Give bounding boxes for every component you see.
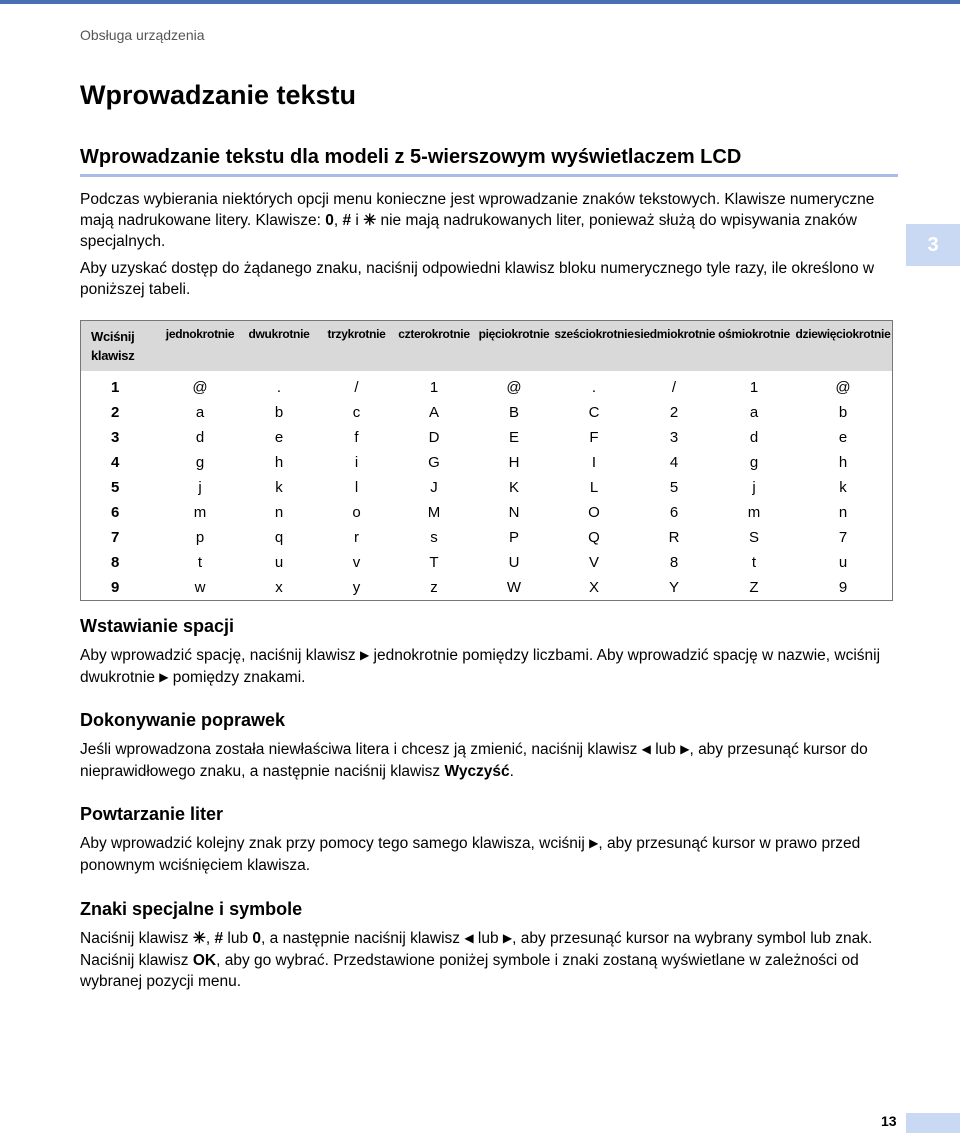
key-cell: 6 [111,504,120,521]
character-cell: d [195,429,205,446]
character-cell: o [352,504,361,521]
character-cell: S [748,529,759,546]
table-row [81,575,893,601]
text-run: Naciśnij klawisz [80,930,193,947]
character-cell: 2 [669,404,679,421]
intro-paragraph-2: Aby uzyskać dostęp do żądanego znaku, naciśnij odpowiedni klawisz bloku numerycznego tyle razy, ile określono w poniższej tabeli. [80,260,875,298]
character-cell: T [429,554,439,571]
left-arrow-icon: ◀ [641,742,651,756]
character-cell: u [274,554,284,571]
heading-corrections: Dokonywanie poprawek [80,710,286,730]
character-cell: @ [192,379,208,396]
intro-paragraph-1 [80,189,900,252]
character-cell: s [430,529,438,546]
character-cell: v [352,554,361,571]
column-header-presses: dwukrotnie [248,327,310,341]
right-arrow-icon: ▶ [502,931,513,945]
spaces-paragraph [80,645,900,689]
character-cell: L [589,479,599,496]
character-cell: D [428,429,440,446]
key-star-icon: ✳ [192,930,206,947]
column-header-presses: trzykrotnie [327,327,386,341]
key-hash: # [214,930,224,947]
column-header-presses: dziewięciokrotnie [795,327,891,341]
character-cell: Z [749,579,759,596]
character-cell: m [747,504,761,521]
character-cell: n [274,504,284,521]
right-arrow-icon: ▶ [589,836,599,850]
character-cell: 3 [669,429,679,446]
character-cell: h [274,454,284,471]
character-cell: l [354,479,359,496]
chapter-tab: 3 [906,224,960,266]
text-run: , aby przesunąć kursor na wybrany symbol lub znak. Naciśnij klawisz [80,930,873,969]
text-run: lub [473,930,503,947]
character-cell: u [838,554,848,571]
character-cell: j [752,479,756,496]
right-arrow-icon: ▶ [159,670,169,684]
text-run: lub [223,930,253,947]
key-cell: 1 [111,379,120,396]
column-header-presses: sześciokrotnie [554,327,634,341]
character-cell: j [198,479,202,496]
text-run: , aby przesunąć kursor w prawo przed ponownym wciśnięciem klawisza. [80,835,861,874]
character-cell: P [508,529,519,546]
character-cell: z [430,579,438,596]
character-cell: H [508,454,520,471]
column-header-presses: pięciokrotnie [478,327,550,341]
character-cell: c [352,404,361,421]
character-cell: K [508,479,519,496]
clear-key-label: Wyczyść [444,763,510,780]
table-row [81,400,893,425]
key-cell: 2 [111,404,120,421]
character-cell: . [276,379,282,396]
character-cell: d [749,429,759,446]
text-run: Aby wprowadzić kolejny znak przy pomocy tego samego klawisza, wciśnij [80,835,590,852]
key-cell: 7 [111,529,120,546]
table-body [81,371,893,601]
section-title: Wprowadzanie tekstu dla modeli z 5-wierszowym wyświetlaczem LCD [80,146,742,168]
character-cell: a [749,404,759,421]
corrections-paragraph [80,739,900,782]
top-rule [0,0,960,4]
character-cell: M [427,504,441,521]
text-run: Aby wprowadzić spację, naciśnij klawisz [80,647,360,664]
column-header-presses: czterokrotnie [398,327,470,341]
text-run: , aby go wybrać. Przedstawione poniżej symbole i znaki zostaną wyświetlane w zależności od wybranej pozycji menu. [80,952,859,990]
character-cell: E [508,429,519,446]
section-rule [80,174,898,177]
table-row [81,425,893,450]
key-cell: 4 [111,454,120,471]
character-cell: @ [506,379,522,396]
character-cell: R [668,529,680,546]
character-cell: G [428,454,440,471]
table-row [81,500,893,525]
character-cell: X [588,579,599,596]
key-cell: 8 [111,554,120,571]
text-run: , aby przesunąć kursor do nieprawidłowego znaku, a następnie naciśnij klawisz [80,741,868,780]
character-cell: e [274,429,284,446]
character-cell: g [195,454,205,471]
left-arrow-icon: ◀ [464,931,474,945]
character-cell: Q [588,529,600,546]
character-cell: 6 [669,504,679,521]
character-cell: f [354,429,359,446]
right-arrow-icon: ▶ [680,742,690,756]
table-row [81,550,893,575]
character-cell: N [508,504,520,521]
character-cell: C [588,404,600,421]
text-run: , a następnie naciśnij klawisz [261,930,465,947]
table-row [81,450,893,475]
character-cell: b [274,404,284,421]
heading-inserting-spaces: Wstawianie spacji [80,616,235,636]
text-run: nie mają nadrukowanych liter, ponieważ służą do wpisywania znaków specjalnych. [80,212,857,250]
character-cell: . [591,379,597,396]
right-arrow-icon: ▶ [359,648,370,662]
key-character-table [80,320,893,601]
character-cell: 7 [838,529,848,546]
character-cell: I [591,454,597,471]
character-cell: r [354,529,359,546]
character-cell: / [354,379,359,396]
character-cell: 1 [429,379,439,396]
table-row [81,525,893,550]
ok-key-label: OK [192,952,217,969]
character-cell: Y [668,579,679,596]
text-run: jednokrotnie pomiędzy liczbami. Aby wprowadzić spację w nazwie, wciśnij dwukrotnie [80,647,881,686]
page-tab [906,1113,960,1133]
character-cell: k [275,479,283,496]
heading-repeating-letters: Powtarzanie liter [80,804,224,824]
character-cell: / [671,379,677,396]
character-cell: e [838,429,848,446]
repeat-paragraph [80,833,900,876]
character-cell: A [428,404,439,421]
key-cell: 9 [111,579,120,596]
key-cell: 3 [111,429,120,446]
character-cell: k [839,479,847,496]
character-cell: 5 [669,479,679,496]
character-cell: U [508,554,520,571]
character-cell: W [506,579,522,596]
column-header-key: Wciśnij klawisz [91,329,135,363]
key-0: 0 [325,212,334,229]
character-cell: 4 [669,454,679,471]
text-run: , [205,930,215,947]
special-paragraph [80,928,900,992]
heading-special-characters: Znaki specjalne i symbole [80,899,303,919]
page-number: 13 [881,1113,897,1129]
character-cell: x [275,579,283,596]
running-header: Obsługa urządzenia [80,27,205,43]
table-row [81,371,893,400]
page-title: Wprowadzanie tekstu [80,80,357,110]
text-run: lub [650,741,681,758]
column-header-presses: ośmiokrotnie [718,327,790,341]
table-row [81,475,893,500]
character-cell: p [195,529,205,546]
text-run: , [333,212,343,229]
character-cell: 9 [838,579,848,596]
character-cell: m [193,504,207,521]
character-cell: g [749,454,759,471]
character-cell: t [197,554,203,571]
character-cell: @ [835,379,851,396]
text-run: pomiędzy znakami. [168,669,306,686]
character-cell: i [354,454,359,471]
text-run: Jeśli wprowadzona została niewłaściwa litera i chcesz ją zmienić, naciśnij klawisz [80,741,642,758]
character-cell: q [274,529,284,546]
key-hash: # [342,212,352,229]
character-cell: 1 [749,379,759,396]
column-header-presses: jednokrotnie [165,327,235,341]
text-run: i [351,212,364,229]
character-cell: a [195,404,205,421]
character-cell: F [589,429,599,446]
key-0: 0 [252,930,262,947]
key-star-icon: ✳ [363,212,377,229]
text-run: . [509,763,514,780]
character-cell: w [194,579,206,596]
character-cell: y [352,579,361,596]
text-run: Podczas wybierania niektórych opcji menu konieczne jest wprowadzanie znaków tekstowych. Klawisze numeryczne mają nadrukowane litery. Klawisze: [80,191,875,229]
key-cell: 5 [111,479,120,496]
character-cell: t [751,554,757,571]
character-cell: n [838,504,848,521]
table-header-row [81,321,893,372]
character-cell: O [588,504,600,521]
character-cell: V [588,554,599,571]
character-cell: 8 [669,554,679,571]
character-cell: B [508,404,519,421]
character-cell: J [430,479,438,496]
character-cell: h [838,454,848,471]
character-cell: b [838,404,848,421]
column-header-presses: siedmiokrotnie [634,327,716,341]
